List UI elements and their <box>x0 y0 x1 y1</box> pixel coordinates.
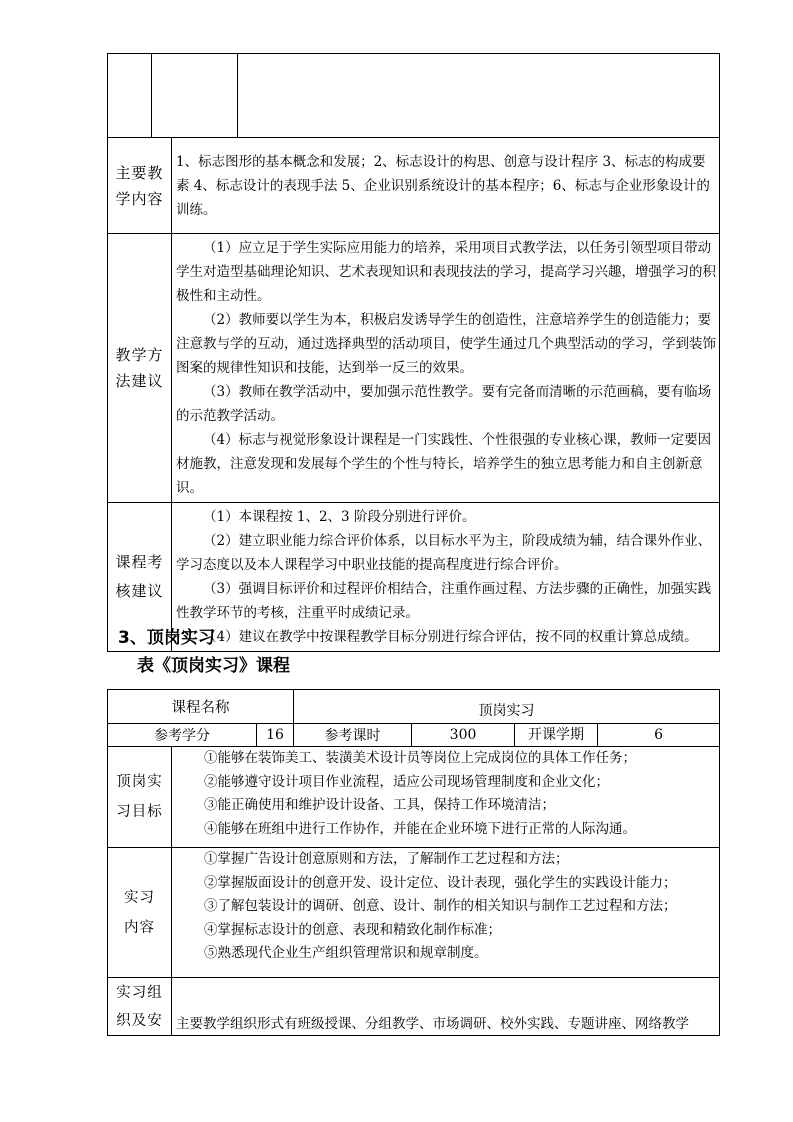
table-row <box>108 978 720 1036</box>
table-caption: 表《顶岗实习》课程 <box>137 656 290 676</box>
content-cell <box>172 138 720 234</box>
course-name-label: 课程名称 <box>108 690 294 724</box>
table-row <box>108 724 720 747</box>
internship-table <box>107 689 720 1036</box>
goal-item: ①能够在装饰美工、装潢美术设计员等岗位上完成岗位的具体工作任务； <box>204 750 636 766</box>
empty-cell <box>238 54 720 138</box>
table-row <box>108 848 720 978</box>
credit-value: 16 <box>257 724 294 747</box>
org-label <box>108 978 172 1036</box>
content-label <box>108 138 172 234</box>
goal-item: ③能正确使用和维护设计设备、工具，保持工作环境清洁； <box>204 797 555 813</box>
internship-content-label <box>108 848 172 978</box>
empty-cell <box>108 54 152 138</box>
goal-item: ④能够在班组中进行工作协作，并能在企业环境下进行正常的人际沟通。 <box>204 820 636 837</box>
content-item: ③了解包装设计的调研、创意、设计、制作的相关知识与制作工艺过程和方法； <box>204 898 677 914</box>
method-para: （3）教师在教学活动中，要加强示范性教学。要有完备而清晰的示范画稿，要有临场的示范教学活动。 <box>176 384 712 424</box>
semester-value: 6 <box>654 727 663 743</box>
goal-cell <box>172 747 720 848</box>
method-label <box>108 234 172 503</box>
internship-content-label-text: 实习内容 <box>124 889 155 936</box>
credit-label: 参考学分 <box>108 724 257 747</box>
method-cell <box>172 234 720 503</box>
content-label-text: 主要教学内容 <box>115 163 164 208</box>
course-detail-table <box>107 53 720 652</box>
method-para: （4）标志与视觉形象设计课程是一门实践性、个性很强的专业核心课，教师一定要因材施教，注意发现和发展每个学生的个性与特长，培养学生的独立思考能力和自主创新意识。 <box>176 432 712 496</box>
section-heading: 3、顶岗实习 <box>118 628 215 648</box>
assess-para: （4）建议在教学中按课程教学目标分别进行综合评估，按不同的权重计算总成绩。 <box>203 629 698 645</box>
hours-label: 参考课时 <box>294 724 412 747</box>
assess-para: （2）建立职业能力综合评价体系，以目标水平为主，阶段成绩为辅，结合课外作业、学习态度以及本人课程学习中职业技能的提高程度进行综合评价。 <box>176 533 712 573</box>
content-item: ④掌握标志设计的创意、表现和精致化制作标准； <box>204 921 501 938</box>
assess-para: （3）强调目标评价和过程评价相结合，注重作画过程、方法步骤的正确性，加强实践性教学环节的考核，注重平时成绩记录。 <box>176 581 712 621</box>
org-label-text: 实习组织及安 <box>116 985 163 1029</box>
table-row <box>108 690 720 724</box>
empty-cell <box>152 54 238 138</box>
org-cell <box>172 978 720 1036</box>
course-name-value: 顶岗实习 <box>294 690 720 724</box>
table-row <box>108 54 720 138</box>
method-para: （2）教师要以学生为本，积极启发诱导学生的创造性，注意培养学生的创造能力；要注意教与学的互动，通过选择典型的活动项目，使学生通过几个典型活动的学习，学到装饰图案的规律性知识和技能，达到举一反三的效果。 <box>176 312 716 376</box>
hours-value: 300 <box>412 724 515 747</box>
content-item: ⑤熟悉现代企业生产组织管理常识和规章制度。 <box>204 945 488 961</box>
method-para: （1）应立足于学生实际应用能力的培养，采用项目式教学法，以任务引领型项目带动学生对造型基础理论知识、艺术表现知识和表现技法的学习，提高学习兴趣，增强学习的积极性和主动性。 <box>176 240 716 304</box>
assess-label-text: 课程考核建议 <box>115 553 164 600</box>
assess-cell <box>172 503 720 652</box>
table-row <box>108 234 720 503</box>
org-text: 主要教学组织形式有班级授课、分组教学、市场调研、校外实践、专题讲座、网络教学 <box>176 1016 689 1032</box>
goal-item: ②能够遵守设计项目作业流程，适应公司现场管理制度和企业文化； <box>204 773 609 790</box>
semester-label: 开课学期 <box>515 724 598 746</box>
method-label-text: 教学方法建议 <box>115 346 164 390</box>
semester-cell <box>515 724 720 747</box>
table-row <box>108 747 720 848</box>
content-item: ①掌握广告设计创意原则和方法，了解制作工艺过程和方法； <box>204 851 569 867</box>
content-text: 1、标志图形的基本概念和发展；2、标志设计的构思、创意与设计程序 3、标志的构成要素 4、标志设计的表现手法 5、企业识别系统设计的基本程序；6、标志与企业形象设计的训练。 <box>176 153 710 218</box>
content-item: ②掌握版面设计的创意开发、设计定位、设计表现，强化学生的实践设计能力； <box>204 874 677 891</box>
table-row <box>108 138 720 234</box>
internship-content-cell <box>172 848 720 978</box>
assess-para: （1）本课程按 1、2、3 阶段分别进行评价。 <box>203 509 476 525</box>
goal-label-text: 顶岗实习目标 <box>116 774 163 820</box>
goal-label <box>108 747 172 848</box>
